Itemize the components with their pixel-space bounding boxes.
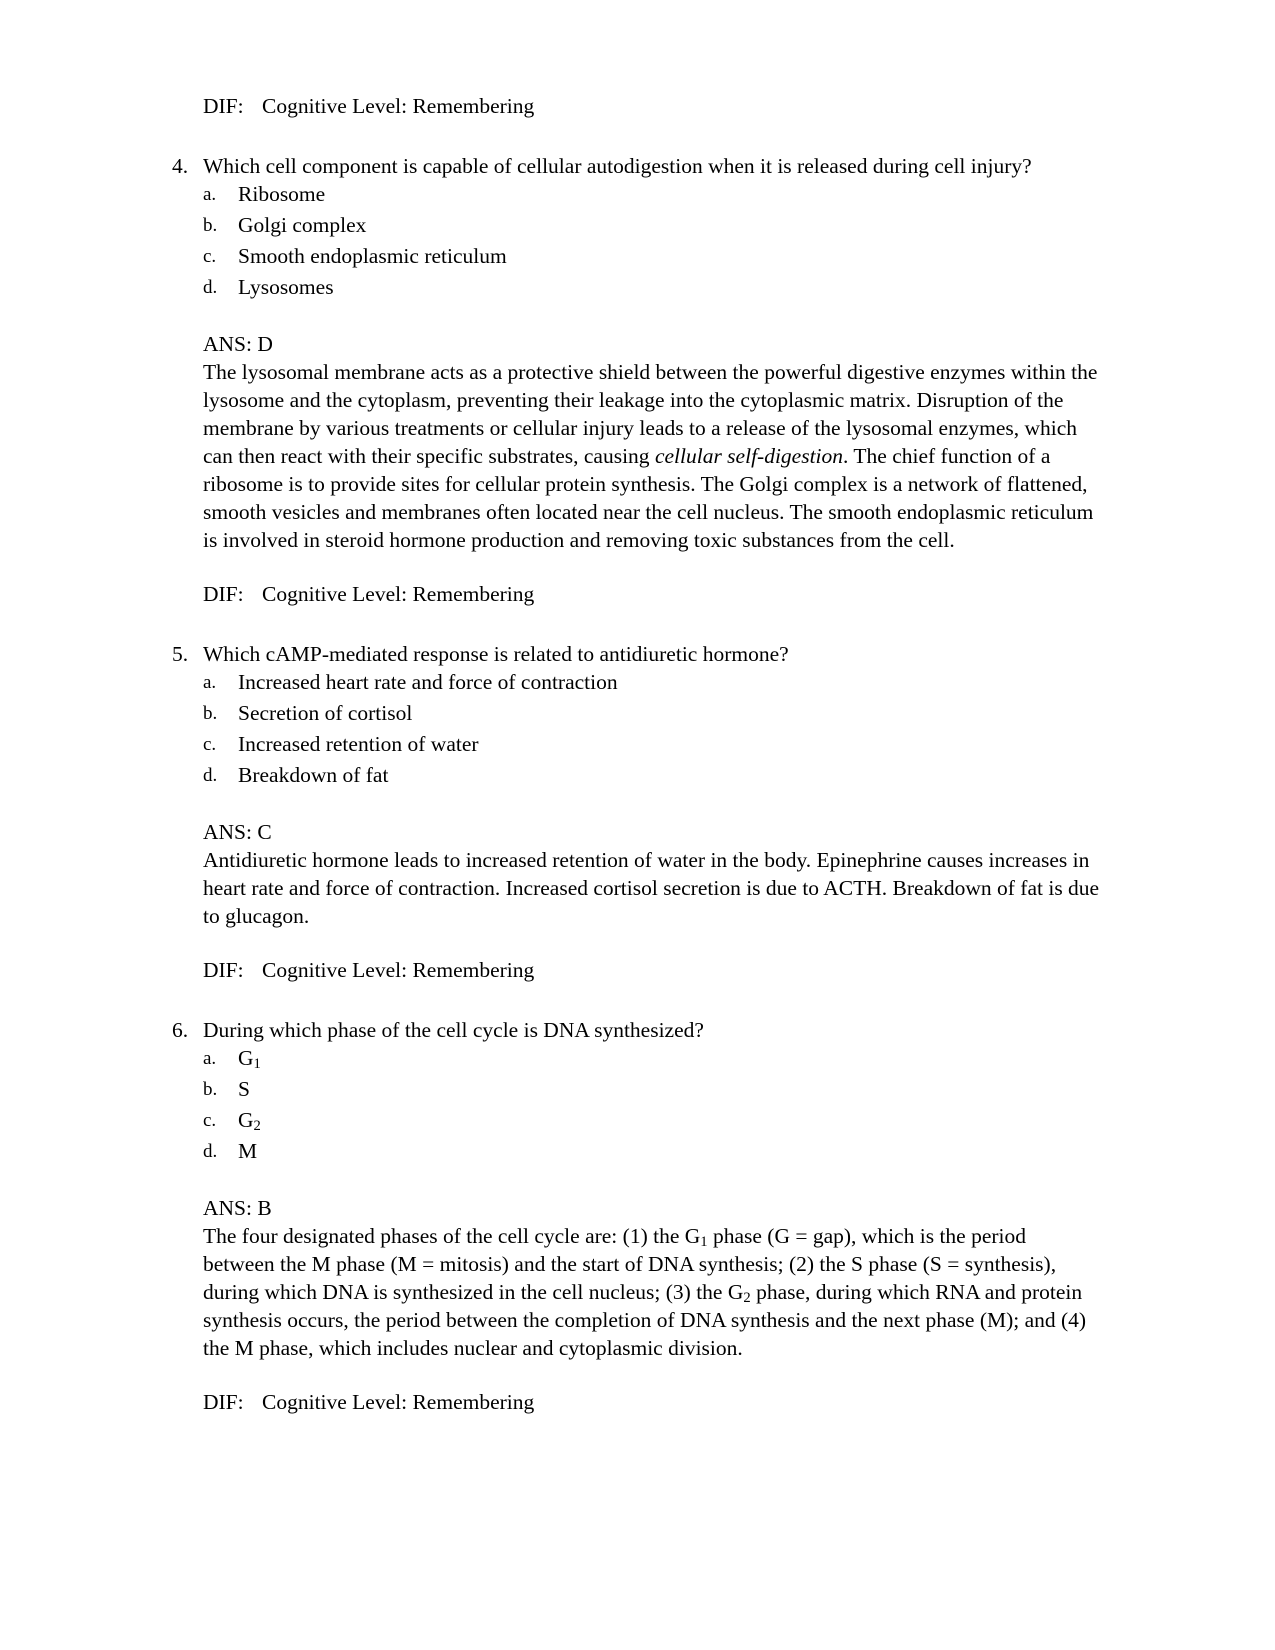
option-letter: d. — [203, 765, 218, 786]
question-text: Which cAMP-mediated response is related to antidiuretic hormone? — [203, 642, 789, 666]
option-letter: d. — [203, 277, 218, 298]
question-number: 5. — [172, 642, 189, 666]
option-text: Ribosome — [238, 182, 326, 206]
option-letter: c. — [203, 1110, 217, 1131]
option-text: Smooth endoplasmic reticulum — [238, 244, 507, 268]
question-4 — [172, 152, 1102, 304]
option-item[interactable] — [203, 699, 1102, 730]
option-text: Increased retention of water — [238, 732, 479, 756]
option-letter: d. — [203, 1141, 218, 1162]
option-base: G — [238, 1046, 254, 1070]
answer-label: ANS: D — [203, 332, 273, 356]
answer-block-6 — [203, 1194, 1102, 1362]
question-number: 6. — [172, 1018, 189, 1042]
option-text — [238, 1108, 261, 1135]
option-text — [238, 1139, 257, 1163]
option-list — [203, 668, 1102, 792]
option-item[interactable] — [203, 211, 1102, 242]
option-text: Increased heart rate and force of contraction — [238, 670, 618, 694]
dif-line-q4 — [203, 580, 1102, 608]
option-base: G — [238, 1108, 254, 1132]
dif-value: Cognitive Level: Remembering — [262, 958, 535, 982]
option-letter: b. — [203, 703, 218, 724]
rationale-segment-2: . The chief function of a ribosome is to provide sites for cellular protein synthesis. The Golgi complex is a network of flattened, smooth vesicles and membranes often located near the cell nucleus. The smooth endoplasmic reticulum is involved in steroid hormone production and removing toxic substances from the cell. — [203, 444, 1094, 552]
option-text: Golgi complex — [238, 213, 367, 237]
dif-line-q6 — [203, 1388, 1102, 1416]
page-content — [172, 92, 1102, 1416]
option-item[interactable] — [203, 668, 1102, 699]
question-text: Which cell component is capable of cellular autodigestion when it is released during cell injury? — [203, 154, 1032, 178]
option-letter: a. — [203, 184, 217, 205]
option-letter: c. — [203, 246, 217, 267]
option-item[interactable] — [203, 761, 1102, 792]
dif-value: Cognitive Level: Remembering — [262, 94, 535, 118]
option-subscript: 2 — [253, 1118, 261, 1135]
spacer — [172, 554, 1102, 580]
rationale-text — [203, 358, 1102, 554]
spacer — [172, 608, 1102, 640]
question-6 — [172, 1016, 1102, 1168]
rationale-subscript-2: 2 — [743, 1290, 751, 1307]
option-item[interactable] — [203, 1106, 1102, 1137]
option-item[interactable] — [203, 242, 1102, 273]
option-letter: b. — [203, 215, 218, 236]
option-text — [238, 1046, 261, 1073]
answer-block-4 — [203, 330, 1102, 554]
dif-label: DIF: — [203, 94, 244, 118]
rationale-text: Antidiuretic hormone leads to increased retention of water in the body. Epinephrine causes increases in heart rate and force of contraction. Increased cortisol secretion is due to ACTH. Breakdown of fat is due to glucagon. — [203, 848, 1100, 928]
rationale-emphasis: cellular self-digestion — [654, 444, 844, 468]
rationale-segment-1: The four designated phases of the cell cycle are: (1) the G — [203, 1224, 701, 1248]
answer-label: ANS: B — [203, 1196, 272, 1220]
question-number: 4. — [172, 154, 189, 178]
option-item[interactable] — [203, 1075, 1102, 1106]
option-letter: c. — [203, 734, 217, 755]
option-list — [203, 1044, 1102, 1168]
spacer — [172, 120, 1102, 152]
dif-label: DIF: — [203, 1390, 244, 1414]
answer-label: ANS: C — [203, 820, 272, 844]
rationale-subscript-1: 1 — [700, 1234, 708, 1251]
option-base: S — [238, 1077, 250, 1101]
dif-value: Cognitive Level: Remembering — [262, 582, 535, 606]
question-text: During which phase of the cell cycle is DNA synthesized? — [203, 1018, 704, 1042]
option-item[interactable] — [203, 1044, 1102, 1075]
option-list — [203, 180, 1102, 304]
answer-block-5 — [203, 818, 1102, 930]
option-text: Lysosomes — [238, 275, 334, 299]
dif-label: DIF: — [203, 582, 244, 606]
option-item[interactable] — [203, 1137, 1102, 1168]
question-5 — [172, 640, 1102, 792]
option-letter: a. — [203, 672, 217, 693]
option-item[interactable] — [203, 180, 1102, 211]
dif-line-top — [203, 92, 1102, 120]
spacer — [172, 930, 1102, 956]
option-text: Breakdown of fat — [238, 763, 389, 787]
rationale-text — [203, 1222, 1102, 1362]
option-text: Secretion of cortisol — [238, 701, 413, 725]
dif-label: DIF: — [203, 958, 244, 982]
option-base: M — [238, 1139, 258, 1163]
rationale-segment-1: The lysosomal membrane acts as a protective shield between the powerful digestive enzymes within the lysosome and the cytoplasm, preventing their leakage into the cytoplasmic matrix. Disruption of the membrane by various treatments or cellular injury leads to a release of the lysosomal enzymes, which can then react with their specific substrates, causing — [203, 360, 1098, 468]
option-item[interactable] — [203, 730, 1102, 761]
option-subscript: 1 — [253, 1056, 261, 1073]
spacer — [172, 984, 1102, 1016]
rationale-segment-2: phase (G = gap), which is the period between the M phase (M = mitosis) and the start of DNA synthesis; (2) the S phase (S = synthesis), during which DNA is synthesized in the cell nucleus; (3) the G — [203, 1224, 1057, 1304]
option-item[interactable] — [203, 273, 1102, 304]
dif-line-q5 — [203, 956, 1102, 984]
option-letter: b. — [203, 1079, 218, 1100]
option-letter: a. — [203, 1048, 217, 1069]
rationale-segment-3: phase, during which RNA and protein synthesis occurs, the period between the completion of DNA synthesis and the next phase (M); and (4) the M phase, which includes nuclear and cytoplasmic division. — [203, 1280, 1087, 1360]
dif-value: Cognitive Level: Remembering — [262, 1390, 535, 1414]
option-text — [238, 1077, 250, 1101]
spacer — [172, 1362, 1102, 1388]
